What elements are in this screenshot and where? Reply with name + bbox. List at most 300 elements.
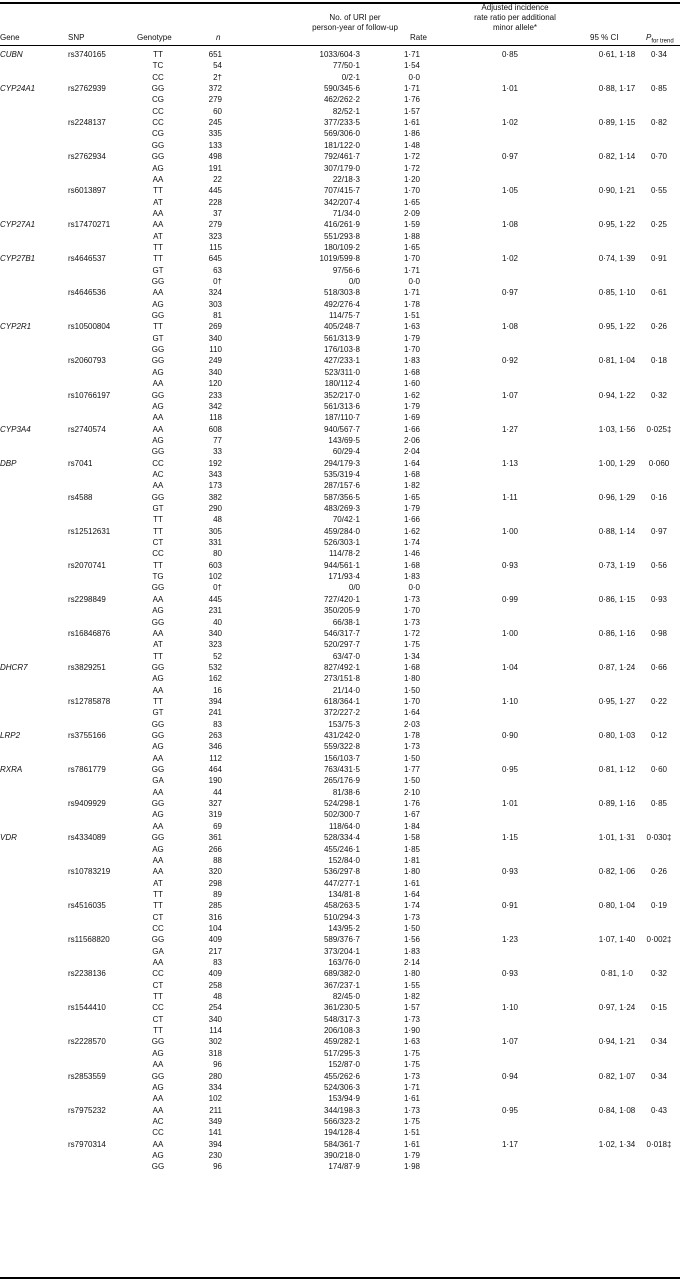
uri-cell: 22/18·3 (332, 174, 360, 184)
uri-cell: 70/42·1 (332, 515, 360, 525)
snp-cell: rs2762934 (68, 152, 106, 162)
rate-cell: 1·65 (403, 242, 420, 252)
ci-cell: 1·02, 1·34 (598, 1139, 636, 1149)
n-cell: 191 (208, 163, 222, 173)
snp-cell: rs2248137 (68, 118, 106, 128)
table-row (0, 673, 680, 684)
uri-cell: 71/34·0 (332, 208, 360, 218)
n-cell: 382 (208, 492, 222, 502)
genotype-cell: AT (153, 640, 163, 650)
ci-cell: 0·94, 1·21 (598, 1037, 636, 1047)
table-row (0, 832, 680, 843)
n-cell: 298 (208, 878, 222, 888)
p-trend-cell: 0·12 (650, 731, 667, 740)
n-cell: 16 (213, 685, 222, 695)
rate-cell: 1·80 (403, 674, 420, 684)
ci-cell: 0·86, 1·15 (598, 594, 636, 604)
n-cell: 409 (208, 969, 222, 979)
genotype-cell: GG (151, 447, 165, 457)
rate-cell: 1·81 (403, 855, 420, 865)
uri-cell: 97/56·6 (332, 265, 360, 275)
gene-cell: CYP27A1 (0, 220, 36, 230)
rate-cell: 1·50 (403, 753, 420, 763)
irr-cell: 1·10 (501, 696, 518, 706)
p-trend-cell: 0·030‡ (646, 833, 672, 843)
n-cell: 318 (208, 1048, 222, 1058)
p-trend-cell: 0·70 (650, 152, 667, 162)
irr-cell: 1·08 (501, 322, 518, 332)
table-row (0, 934, 680, 945)
table-row (0, 991, 680, 1002)
genotype-cell: TT (153, 560, 163, 570)
n-cell: 343 (208, 469, 222, 479)
rate-cell: 1·55 (403, 980, 420, 990)
uri-cell: 458/263·5 (323, 901, 360, 911)
genotype-cell: CT (152, 980, 164, 990)
table-row (0, 140, 680, 151)
n-cell: 162 (208, 674, 222, 684)
table-row (0, 719, 680, 730)
uri-cell: 502/300·7 (323, 810, 360, 820)
gene-cell: CYP24A1 (0, 84, 36, 94)
table-row (0, 1025, 680, 1036)
uri-cell: 561/313·6 (323, 401, 360, 411)
table-row (0, 60, 680, 71)
uri-cell: 152/87·0 (328, 1060, 360, 1070)
table-row (0, 594, 680, 605)
table-row (0, 514, 680, 525)
irr-cell: 1·02 (501, 118, 518, 128)
n-cell: 258 (208, 980, 222, 990)
table-row (0, 367, 680, 378)
n-cell: 192 (208, 458, 222, 468)
snp-cell: rs2298849 (68, 594, 106, 604)
uri-cell: 455/246·1 (323, 844, 360, 854)
genotype-cell: GG (151, 311, 165, 321)
table-row (0, 809, 680, 820)
rate-cell: 1·57 (403, 106, 420, 116)
genotype-cell: AC (152, 1116, 164, 1126)
rate-cell: 1·63 (403, 1037, 420, 1047)
uri-cell: 618/364·1 (323, 696, 360, 706)
rate-cell: 1·68 (403, 469, 420, 479)
irr-cell: 0·95 (501, 765, 518, 775)
rate-cell: 1·75 (403, 1060, 420, 1070)
table-row (0, 321, 680, 332)
col-header-gene: Gene (0, 33, 20, 42)
gene-cell: VDR (0, 833, 17, 843)
irr-cell: 0·85 (501, 50, 518, 59)
genotype-cell: CT (152, 538, 164, 548)
uri-cell: 0/2·1 (341, 72, 360, 82)
table-row (0, 1116, 680, 1127)
uri-cell: 118/64·0 (329, 821, 360, 831)
table-row (0, 219, 680, 230)
n-cell: 245 (208, 118, 222, 128)
rate-cell: 1·83 (403, 572, 420, 582)
p-trend-cell: 0·43 (650, 1105, 667, 1115)
snp-cell: rs17470271 (68, 220, 111, 230)
genotype-cell: TT (153, 322, 163, 332)
col-header-rate: Rate (410, 33, 427, 42)
irr-cell: 1·01 (501, 84, 518, 94)
genotype-cell: AT (153, 197, 163, 207)
col-header-irr-line2: rate ratio per additional (474, 13, 556, 22)
uri-cell: 390/218·0 (323, 1150, 360, 1160)
genotype-cell: AG (152, 1048, 164, 1058)
gene-cell: CUBN (0, 50, 23, 59)
ci-cell: 0·82, 1·07 (598, 1071, 636, 1081)
uri-cell: 82/45·0 (332, 992, 360, 1002)
genotype-cell: CT (152, 1014, 164, 1024)
p-trend-cell: 0·91 (650, 254, 667, 264)
n-cell: 217 (208, 946, 222, 956)
genotype-cell: GT (152, 504, 164, 513)
table-row (0, 253, 680, 264)
table-row (0, 1048, 680, 1059)
ci-cell: 0·88, 1·17 (598, 84, 636, 94)
genotype-cell: AG (152, 810, 164, 820)
table-row (0, 968, 680, 979)
genotype-cell: GT (152, 708, 164, 718)
rate-cell: 1·70 (403, 186, 420, 196)
gene-cell: CYP2R1 (0, 322, 32, 332)
rate-cell: 1·74 (403, 538, 420, 548)
ci-cell: 0·94, 1·22 (598, 390, 636, 400)
rate-cell: 1·73 (403, 912, 420, 922)
table-row (0, 571, 680, 582)
rate-cell: 1·60 (403, 379, 420, 389)
n-cell: 323 (208, 231, 222, 241)
n-cell: 340 (208, 628, 222, 638)
genotype-cell: AA (152, 379, 164, 389)
ci-cell: 0·80, 1·03 (598, 731, 636, 740)
rate-cell: 2·03 (403, 719, 420, 729)
table-row (0, 412, 680, 423)
uri-cell: 447/277·1 (323, 878, 360, 888)
genotype-cell: GG (151, 731, 165, 740)
snp-cell: rs2740574 (68, 424, 106, 434)
genotype-cell: TT (153, 515, 163, 525)
genotype-cell: AG (152, 367, 164, 377)
uri-cell: 707/415·7 (323, 186, 360, 196)
genotype-cell: CG (152, 129, 164, 139)
n-cell: 603 (208, 560, 222, 570)
ci-cell: 0·90, 1·21 (598, 186, 636, 196)
n-cell: 319 (208, 810, 222, 820)
n-cell: 52 (213, 651, 222, 661)
n-cell: 96 (213, 1162, 222, 1172)
table-row (0, 753, 680, 764)
n-cell: 532 (208, 662, 222, 672)
n-cell: 83 (213, 958, 222, 967)
n-cell: 340 (208, 367, 222, 377)
genotype-cell: AG (152, 844, 164, 854)
irr-cell: 1·13 (501, 458, 518, 468)
uri-cell: 689/382·0 (323, 969, 360, 979)
p-trend-cell: 0·34 (650, 1037, 667, 1047)
table-row (0, 1105, 680, 1116)
table-row (0, 265, 680, 276)
snp-cell: rs7861779 (68, 765, 106, 775)
table-row (0, 605, 680, 616)
uri-cell: 455/262·6 (323, 1071, 360, 1081)
uri-cell: 792/461·7 (323, 152, 360, 162)
genotype-cell: CC (152, 118, 164, 128)
rate-cell: 1·61 (403, 878, 420, 888)
col-header-uri (270, 13, 440, 33)
uri-cell: 827/492·1 (323, 662, 360, 672)
genotype-cell: AA (152, 787, 164, 797)
uri-cell: 566/323·2 (323, 1116, 360, 1126)
rate-cell: 1·98 (403, 1162, 420, 1172)
uri-cell: 350/205·9 (323, 606, 360, 616)
genotype-cell: TT (153, 526, 163, 536)
ci-cell: 0·88, 1·14 (598, 526, 636, 536)
genotype-cell: AA (152, 1060, 164, 1070)
n-cell: 331 (208, 538, 222, 548)
genotype-cell: TT (153, 242, 163, 252)
rate-cell: 1·69 (403, 413, 420, 423)
uri-cell: 163/76·0 (328, 958, 360, 967)
uri-cell: 0/0 (348, 277, 360, 286)
genotype-cell: AA (152, 288, 164, 298)
snp-cell: rs10500804 (68, 322, 111, 332)
n-cell: 249 (208, 356, 222, 366)
genotype-cell: GG (151, 84, 165, 94)
table-row (0, 798, 680, 809)
uri-cell: 372/227·2 (323, 708, 360, 718)
p-trend-cell: 0·018‡ (646, 1139, 672, 1149)
rate-cell: 1·65 (403, 197, 420, 207)
table-row (0, 174, 680, 185)
irr-cell: 1·00 (501, 628, 518, 638)
p-trend-cell: 0·002‡ (646, 935, 672, 945)
rate-cell: 1·57 (403, 1003, 420, 1013)
n-cell: 0† (213, 277, 222, 286)
genotype-cell: TT (153, 254, 163, 264)
table-row (0, 1014, 680, 1025)
rate-cell: 1·72 (403, 152, 420, 162)
uri-cell: 763/431·5 (323, 765, 360, 775)
uri-cell: 152/84·0 (328, 855, 360, 865)
ci-cell: 0·95, 1·22 (598, 220, 636, 230)
genotype-cell: TT (153, 901, 163, 911)
rate-cell: 1·78 (403, 299, 420, 309)
n-cell: 233 (208, 390, 222, 400)
ci-cell: 0·85, 1·10 (598, 288, 636, 298)
uri-cell: 174/87·9 (328, 1162, 360, 1172)
rate-cell: 2·04 (403, 447, 420, 457)
genotype-cell: TT (153, 651, 163, 661)
rate-cell: 2·09 (403, 208, 420, 218)
uri-cell: 361/230·5 (323, 1003, 360, 1013)
rate-cell: 1·88 (403, 231, 420, 241)
n-cell: 290 (208, 504, 222, 513)
rate-cell: 1·71 (403, 84, 420, 94)
snp-cell: rs12512631 (68, 526, 111, 536)
genotype-cell: TT (153, 186, 163, 196)
genotype-cell: AA (152, 753, 164, 763)
p-trend-cell: 0·34 (650, 50, 667, 59)
uri-cell: 526/303·1 (323, 538, 360, 548)
n-cell: 60 (213, 106, 222, 116)
irr-cell: 1·07 (501, 390, 518, 400)
uri-cell: 546/317·7 (323, 628, 360, 638)
n-cell: 77 (213, 435, 222, 445)
table-row (0, 651, 680, 662)
table-row (0, 696, 680, 707)
genotype-cell: GG (151, 356, 165, 366)
rate-cell: 1·71 (403, 265, 420, 275)
p-trend-cell: 0·55 (650, 186, 667, 196)
uri-cell: 287/157·6 (323, 481, 360, 491)
table-row (0, 923, 680, 934)
rate-cell: 1·79 (403, 333, 420, 343)
n-cell: 115 (209, 242, 222, 252)
table-row (0, 355, 680, 366)
n-cell: 608 (208, 424, 222, 434)
genotype-cell: GG (151, 1162, 165, 1172)
table-row (0, 889, 680, 900)
table-row (0, 231, 680, 242)
rate-cell: 1·64 (403, 458, 420, 468)
uri-cell: 21/14·0 (332, 685, 360, 695)
uri-cell: 377/233·5 (323, 118, 360, 128)
n-cell: 327 (208, 799, 222, 809)
genotype-cell: TT (153, 50, 163, 59)
p-trend-cell: 0·32 (650, 969, 667, 979)
n-cell: 324 (208, 288, 222, 298)
n-cell: 120 (208, 379, 222, 389)
n-cell: 141 (208, 1128, 222, 1138)
uri-cell: 727/420·1 (323, 594, 360, 604)
table-row (0, 492, 680, 503)
rate-cell: 1·77 (403, 765, 420, 775)
genotype-cell: AA (152, 481, 164, 491)
col-header-uri-line1: No. of URI per (329, 13, 381, 22)
n-cell: 69 (213, 821, 222, 831)
genotype-cell: AG (152, 299, 164, 309)
p-trend-cell: 0·97 (650, 526, 667, 536)
ci-cell: 1·01, 1·31 (598, 833, 636, 843)
irr-cell: 1·07 (501, 1037, 518, 1047)
table-row (0, 878, 680, 889)
genotype-cell: CC (152, 923, 164, 933)
rate-cell: 1·66 (403, 515, 420, 525)
table-row (0, 197, 680, 208)
ci-cell: 0·73, 1·19 (598, 560, 636, 570)
rate-cell: 1·51 (403, 311, 420, 321)
genotype-cell: TC (152, 61, 164, 71)
n-cell: 112 (209, 753, 222, 763)
genotype-cell: AG (152, 742, 164, 752)
n-cell: 190 (208, 776, 222, 786)
rate-cell: 1·58 (403, 833, 420, 843)
snp-cell: rs7975232 (68, 1105, 106, 1115)
table-row (0, 390, 680, 401)
n-cell: 285 (208, 901, 222, 911)
irr-cell: 0·97 (501, 152, 518, 162)
table-row (0, 106, 680, 117)
uri-cell: 180/112·4 (324, 379, 360, 389)
rate-cell: 1·80 (403, 867, 420, 877)
n-cell: 645 (208, 254, 222, 264)
uri-cell: 459/282·1 (323, 1037, 360, 1047)
genotype-cell: GG (151, 583, 165, 593)
uri-cell: 517/295·3 (323, 1048, 360, 1058)
table-row (0, 946, 680, 957)
n-cell: 54 (213, 61, 222, 71)
genotype-cell: TG (152, 572, 164, 582)
genotype-cell: AA (152, 594, 164, 604)
genotype-cell: AA (152, 685, 164, 695)
genotype-cell: AA (152, 867, 164, 877)
genotype-cell: AG (152, 1150, 164, 1160)
n-cell: 263 (208, 731, 222, 740)
ci-cell: 1·07, 1·40 (598, 935, 636, 945)
snp-cell: rs2060793 (68, 356, 106, 366)
snp-cell: rs4516035 (68, 901, 106, 911)
uri-cell: 206/108·3 (323, 1026, 360, 1036)
uri-cell: 273/151·8 (323, 674, 360, 684)
genotype-cell: GG (151, 1037, 165, 1047)
rate-cell: 1·75 (403, 1048, 420, 1058)
irr-cell: 0·99 (501, 594, 518, 604)
genotype-cell: AG (152, 1082, 164, 1092)
uri-cell: 352/217·0 (323, 390, 360, 400)
irr-cell: 1·02 (501, 254, 518, 264)
irr-cell: 1·05 (501, 186, 518, 196)
table-row (0, 1071, 680, 1082)
n-cell: 228 (208, 197, 222, 207)
snp-cell: rs4646536 (68, 288, 106, 298)
rate-cell: 1·68 (403, 560, 420, 570)
n-cell: 88 (213, 855, 222, 865)
uri-cell: 66/38·1 (332, 617, 360, 627)
rate-cell: 1·50 (403, 776, 420, 786)
uri-cell: 944/561·1 (323, 560, 360, 570)
rate-cell: 1·79 (403, 401, 420, 411)
irr-cell: 1·11 (502, 492, 518, 502)
p-trend-cell: 0·18 (650, 356, 667, 366)
genotype-cell: TT (153, 992, 163, 1002)
irr-cell: 0·94 (501, 1071, 518, 1081)
genotype-cell: CC (152, 549, 164, 559)
rate-cell: 1·73 (403, 1105, 420, 1115)
rate-cell: 1·66 (403, 424, 420, 434)
ci-cell: 0·61, 1·18 (598, 50, 636, 59)
rate-cell: 1·68 (403, 662, 420, 672)
snp-cell: rs4334089 (68, 833, 106, 843)
p-trend-cell: 0·85 (650, 799, 667, 809)
rate-cell: 1·54 (403, 61, 420, 71)
ci-cell: 0·86, 1·16 (598, 628, 636, 638)
uri-cell: 373/204·1 (323, 946, 360, 956)
n-cell: 302 (208, 1037, 222, 1047)
uri-cell: 171/93·4 (328, 572, 360, 582)
genotype-cell: AG (152, 606, 164, 616)
uri-cell: 518/303·8 (323, 288, 360, 298)
uri-cell: 1033/604·3 (319, 50, 360, 59)
n-cell: 266 (208, 844, 222, 854)
table-row (0, 117, 680, 128)
snp-cell: rs2070741 (68, 560, 106, 570)
genotype-cell: AA (152, 1094, 164, 1104)
n-cell: 305 (208, 526, 222, 536)
n-cell: 44 (213, 787, 222, 797)
uri-cell: 143/69·5 (328, 435, 360, 445)
